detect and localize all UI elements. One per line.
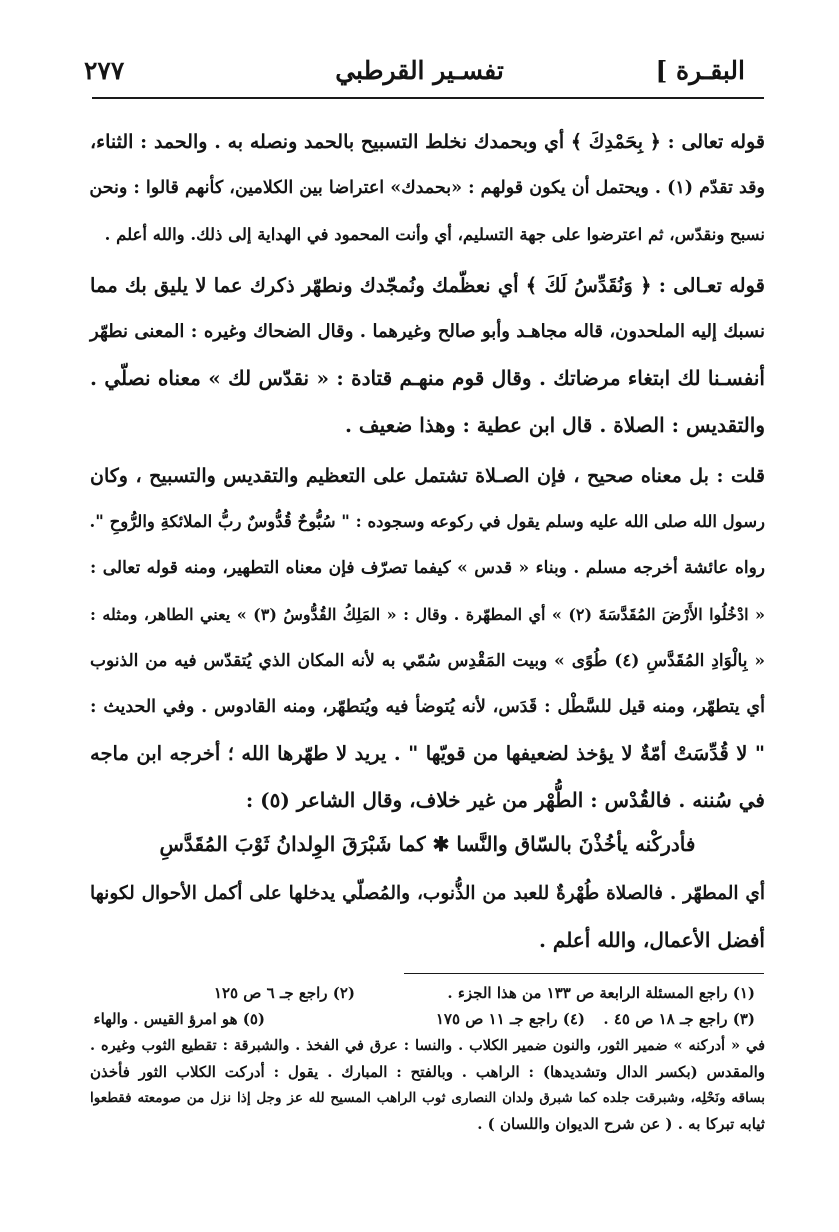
text-line: في سُننه . فالقُدْس : الطُّهْر من غير خلاف، وقال الشاعر (٥) :	[245, 788, 765, 812]
text-line: نسبك إليه الملحدون، قاله مجاهـد وأبو صالح وغيرهما . وقال الضحاك وغيره : المعنى نطهّر	[90, 321, 765, 342]
footnote-line: في « أدركنه » ضمير الثور، والنون ضمير الكلاب . والنسا : عرق في الفخذ . والشبرقة : تقطيع الثوب وغيره .	[90, 1037, 765, 1054]
footnote-ref-5: (٥) هو امرؤ القيس . والهاء	[93, 1010, 265, 1028]
footnote-rule	[404, 973, 764, 974]
text-line: رواه عائشة أخرجه مسلم . وبناء « قدس » كيفما تصرّف فإن معناه التطهير، ومنه قوله تعالى :	[90, 558, 765, 578]
text-line: أنفسـنا لك ابتغاء مرضاتك . وقال قوم منهـم قتادة : « نقدّس لك » معناه نصلّي .	[90, 366, 765, 390]
footnote-ref-2: (٢) راجع جـ ٦ ص ١٢٥	[213, 984, 355, 1002]
footnote-line: ثيابه تبركا به . ( عن شرح الديوان واللسان ) .	[477, 1115, 765, 1133]
footnote-ref-1: (١) راجع المسئلة الرابعة ص ١٣٣ من هذا الجزء .	[447, 984, 755, 1002]
text-line: قوله تعـالى : ﴿ وَنُقَدِّسُ لَكَ ﴾ أي نعظّمك ونُمجّدك ونطهّر ذكرك عما لا يليق بك مما	[90, 274, 765, 297]
running-title: تفسـير القرطبي	[335, 56, 504, 85]
text-line: نسبح ونقدّس، ثم اعترضوا على جهة التسليم، أي وأنت المحمود في الهداية إلى ذلك. والله أعلم .	[104, 225, 765, 244]
text-line: قوله تعالى : ﴿ بِحَمْدِكَ ﴾ أي وبحمدك نخلط التسبيح بالحمد ونصله به . والحمد : الثناء،	[90, 131, 765, 153]
text-line: أفضل الأعمال، والله أعلم .	[538, 928, 765, 952]
text-line: والتقديس : الصلاة . قال ابن عطية : وهذا ضعيف .	[344, 413, 765, 437]
page-number: ٢٧٧	[84, 56, 125, 85]
header-rule	[92, 97, 764, 99]
page-header	[0, 0, 839, 100]
text-line: أي يتطهّر، ومنه قيل للسَّطْل : قَدَس، لأنه يُتوضأ فيه ويُتطهّر، ومنه القادوس . وفي الحديث :	[90, 697, 765, 717]
text-line: " لا قُدِّسَتْ أمّةٌ لا يؤخذ لضعيفها من قويّها " . يريد لا طهّرها الله ؛ أخرجه ابن ماجه	[90, 742, 765, 765]
verse-line: فأدركْنه يأخُذْنَ بالسّاق والنَّسا ✱ كما شَبْرَقَ الوِلدانُ ثَوْبَ المُقَدَّسِ	[159, 832, 696, 856]
text-line: « بِالْوَادِ المُقَدَّسِ (٤) طُوًى » وبيت المَقْدِس سُمّي به لأنه المكان الذي يُتقدّس فيه من الذنوب	[90, 651, 765, 671]
surah-name: البقـرة ]	[655, 56, 745, 85]
footnote-line: بساقه ونَحْلِه، وشبرقت جلده كما شبرق ولدان النصارى ثوب الراهب المسيح لله عز وجل إذا نزل من صومعته فقطعوا	[90, 1090, 765, 1106]
text-line: « ادْخُلُوا الأَرْضَ المُقَدَّسَةَ (٢) » أي المطهّرة . وقال : « المَلِكُ القُدُّوسُ (٣) » يعني الطاهر، ومثله :	[90, 605, 765, 624]
footnote-ref-3: (٣) راجع جـ ١٨ ص ٤٥ .	[603, 1010, 755, 1028]
text-line: قلت : بل معناه صحيح ، فإن الصـلاة تشتمل على التعظيم والتقديس والتسبيح ، وكان	[90, 465, 765, 487]
text-line: رسول الله صلى الله عليه وسلم يقول في ركوعه وسجوده : " سُبُّوحٌ قُدُّوسٌ ربُّ الملائكةِ والرُّوحِ ".	[89, 512, 765, 531]
text-line: وقد تقدّم (١) . ويحتمل أن يكون قولهم : «بحمدك» اعتراضا بين الكلامين، كأنهم قالوا : ونحن	[89, 178, 765, 198]
text-line: أي المطهّر . فالصلاة طُهْرةٌ للعبد من الذُّنوب، والمُصلّي يدخلها على أكمل الأحوال لكونها	[90, 883, 765, 904]
footnote-references	[90, 984, 765, 1034]
footnote-ref-4: (٤) راجع جـ ١١ ص ١٧٥	[435, 1010, 585, 1028]
footnote-line: والمقدس (بكسر الدال وتشديدها) : الراهب . وبالفتح : المبارك . يقول : أدركت الكلاب الثور فأخذن	[90, 1063, 765, 1081]
